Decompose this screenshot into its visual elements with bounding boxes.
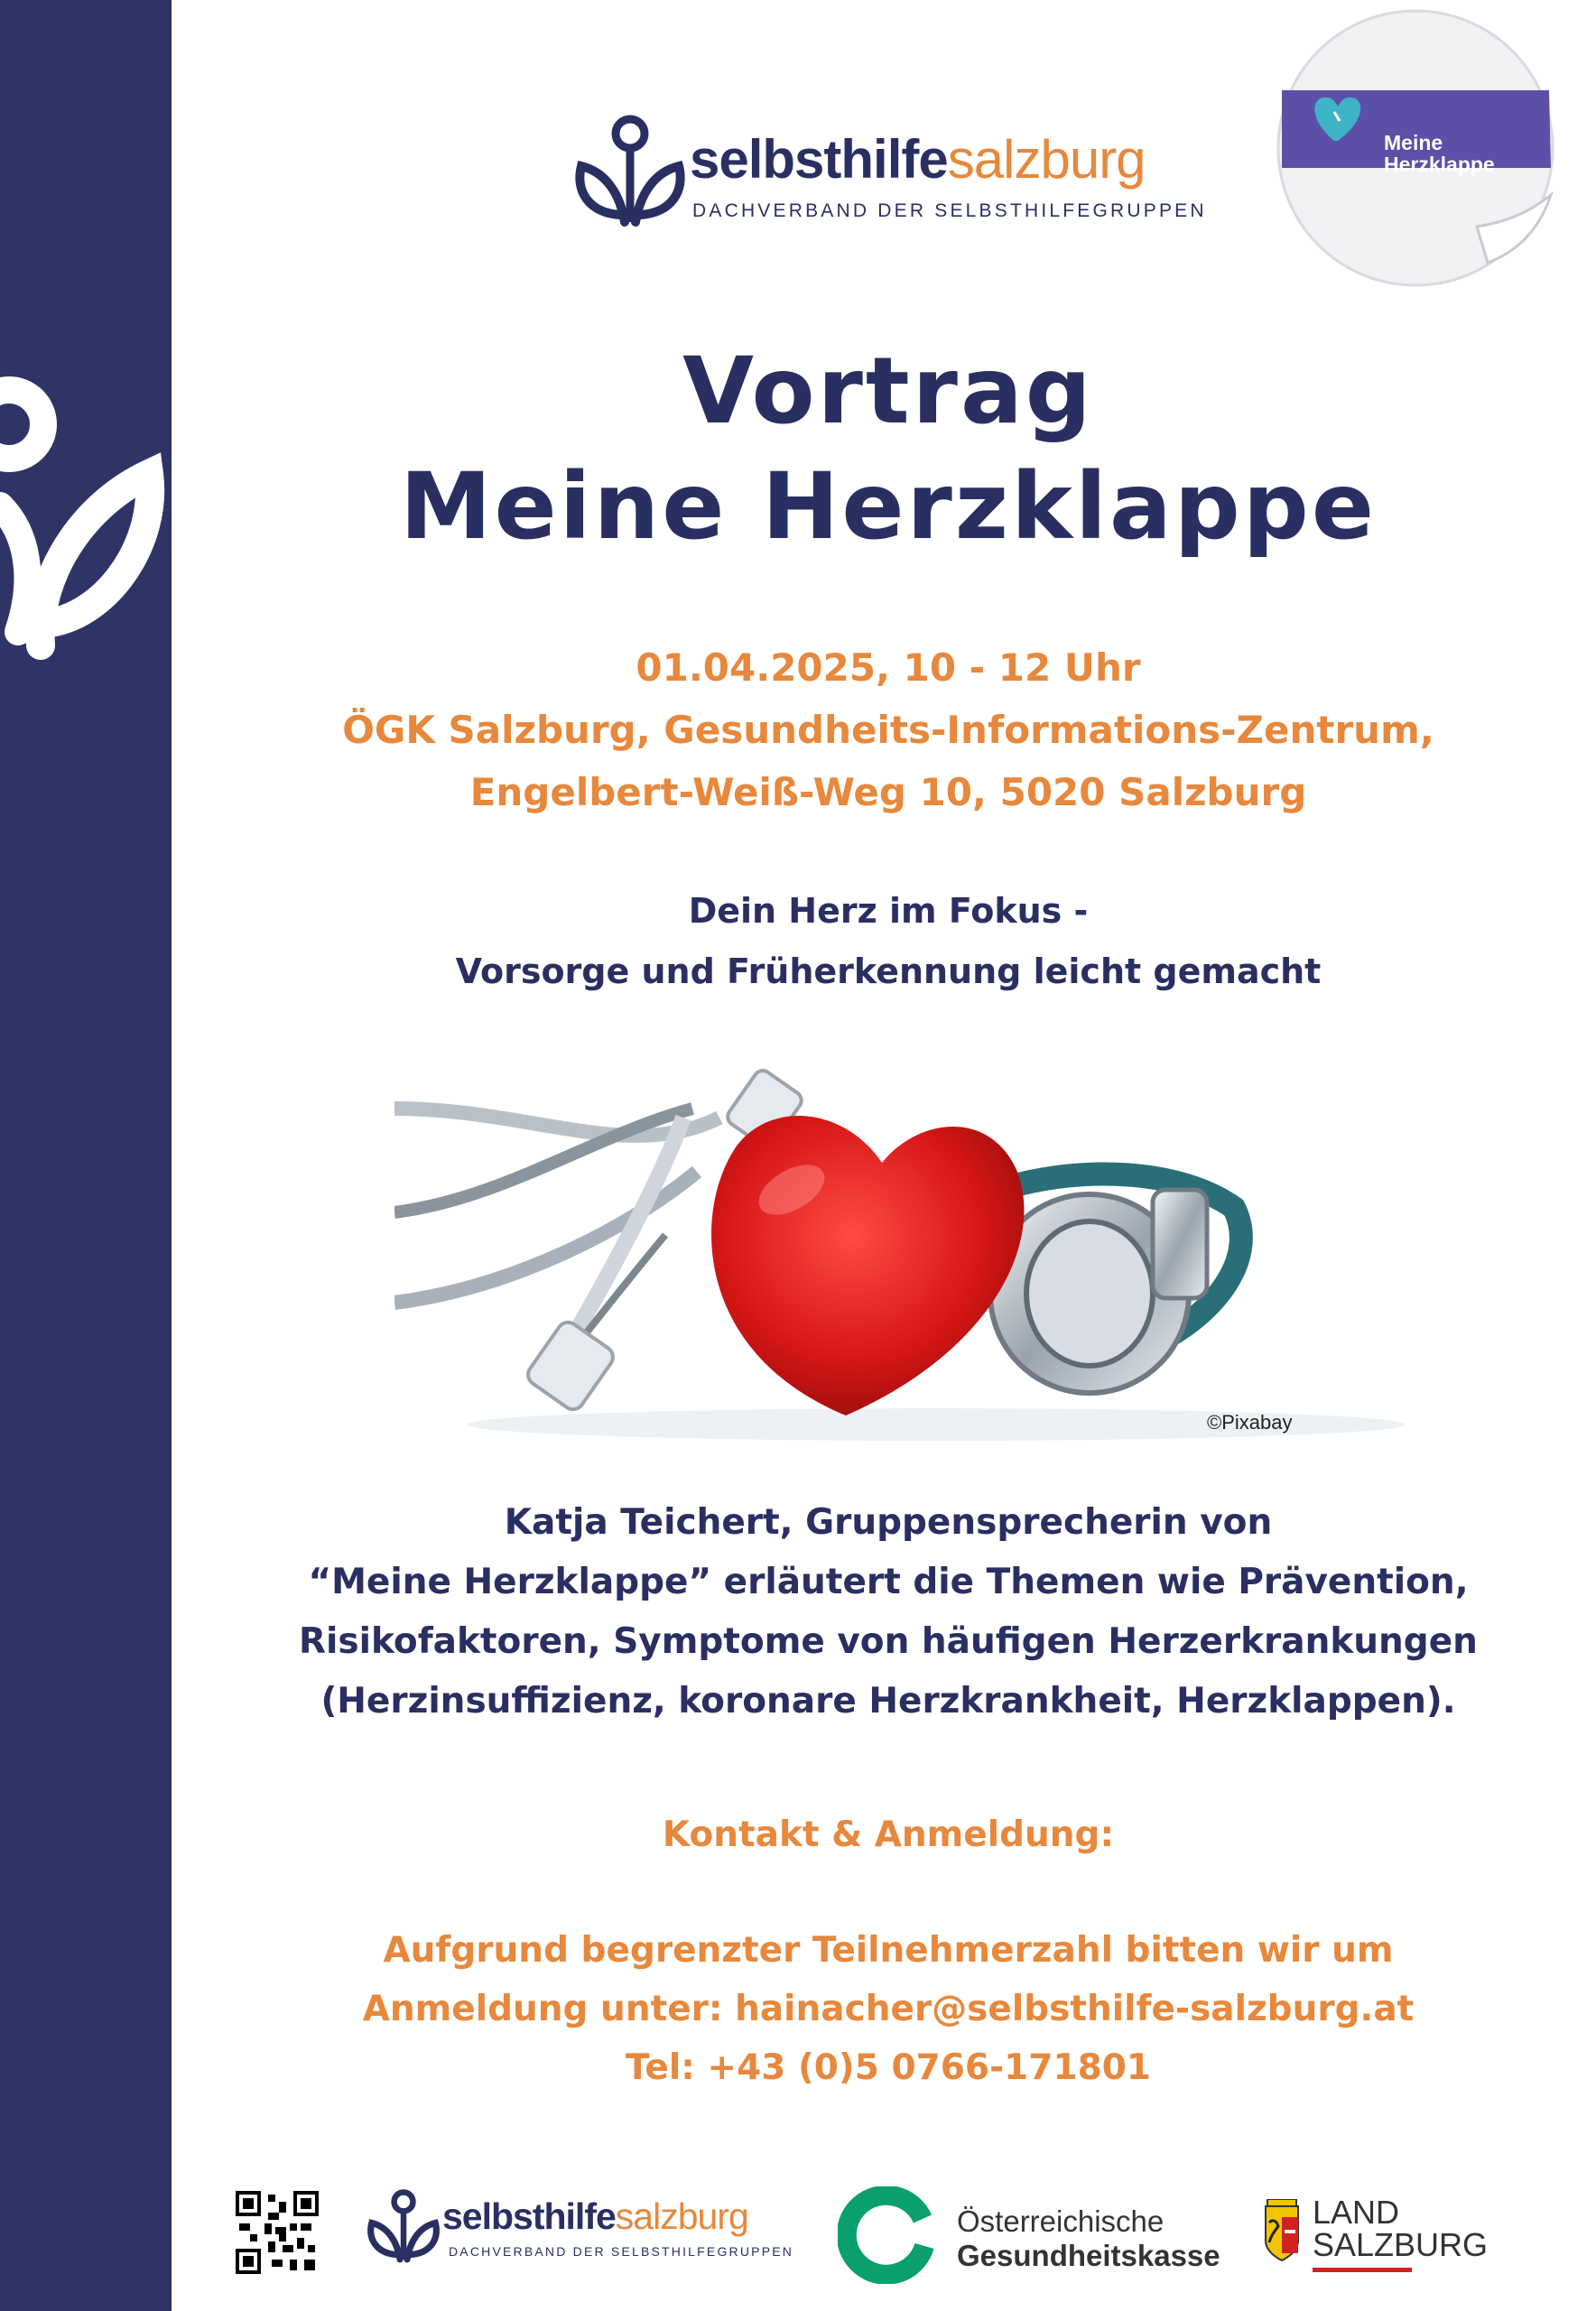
title-line2: Meine Herzklappe xyxy=(400,453,1377,561)
salzburg-coat-of-arms-icon xyxy=(1260,2199,1304,2264)
event-address: Engelbert-Weiß-Weg 10, 5020 Salzburg xyxy=(469,770,1307,814)
contact-line2: Anmeldung unter: hainacher@selbsthilfe-salzburg.at xyxy=(362,1989,1415,2029)
oegk-line2: Gesundheitskasse xyxy=(957,2239,1220,2272)
description-line2: “Meine Herzklappe” erläutert die Themen wie Prävention, xyxy=(308,1562,1469,1602)
footer-land-salzburg-logo xyxy=(1260,2195,1531,2286)
contact-line3: Tel: +43 (0)5 0766-171801 xyxy=(626,2047,1151,2088)
footer-tagline: DACHVERBAND DER SELBSTHILFEGRUPPEN xyxy=(449,2244,794,2259)
subtitle-line1: Dein Herz im Fokus - xyxy=(688,891,1089,931)
description-line1: Katja Teichert, Gruppensprecherin von xyxy=(504,1502,1273,1543)
footer-brand-bold: selbsthilfe xyxy=(442,2195,616,2237)
event-datetime: 01.04.2025, 10 - 12 Uhr xyxy=(636,645,1141,690)
heart-stethoscope-photo xyxy=(394,1054,1429,1444)
contact-line1: Aufgrund begrenzter Teilnehmerzahl bitten wir um xyxy=(383,1930,1394,1971)
contact-heading: Kontakt & Anmeldung: xyxy=(662,1814,1115,1855)
oegk-line1: Österreichische xyxy=(957,2204,1165,2238)
footer-selbsthilfe-logo xyxy=(365,2185,794,2284)
land-line2: SALZBURG xyxy=(1313,2226,1489,2263)
land-line1: LAND xyxy=(1313,2194,1400,2231)
sticker-line2: Herzklappe xyxy=(1384,153,1495,176)
description-line3: Risikofaktoren, Symptome von häufigen Herzerkrankungen xyxy=(299,1621,1478,1662)
subtitle-line2: Vorsorge und Früherkennung leicht gemacht xyxy=(455,951,1322,991)
selbsthilfe-logo-icon xyxy=(571,114,692,231)
sidebar-band xyxy=(0,0,172,2311)
title-line1: Vortrag xyxy=(682,338,1094,445)
sticker-line1: Meine xyxy=(1384,131,1443,154)
oegk-ring-icon xyxy=(838,2186,935,2284)
header-brand-light: salzburg xyxy=(947,129,1146,190)
event-venue: ÖGK Salzburg, Gesundheits-Informations-Zentrum, xyxy=(342,708,1434,752)
footer-oegk-logo xyxy=(838,2186,1253,2286)
footer-brand-light: salzburg xyxy=(615,2195,748,2237)
meine-herzklappe-sticker xyxy=(1271,5,1569,303)
sidebar-decor-icon xyxy=(0,0,172,722)
header-brand-bold: selbsthilfe xyxy=(690,129,948,190)
header-tagline: DACHVERBAND DER SELBSTHILFEGRUPPEN xyxy=(692,200,1207,221)
qr-code-icon xyxy=(236,2191,319,2274)
footer-selbsthilfe-icon xyxy=(365,2186,444,2268)
land-salzburg-underline xyxy=(1313,2268,1412,2272)
photo-credit: ©Pixabay xyxy=(1207,1411,1293,1434)
description-line4: (Herzinsuffizienz, koronare Herzkrankheit, Herzklappen). xyxy=(320,1681,1456,1722)
header-logo xyxy=(571,114,1207,231)
